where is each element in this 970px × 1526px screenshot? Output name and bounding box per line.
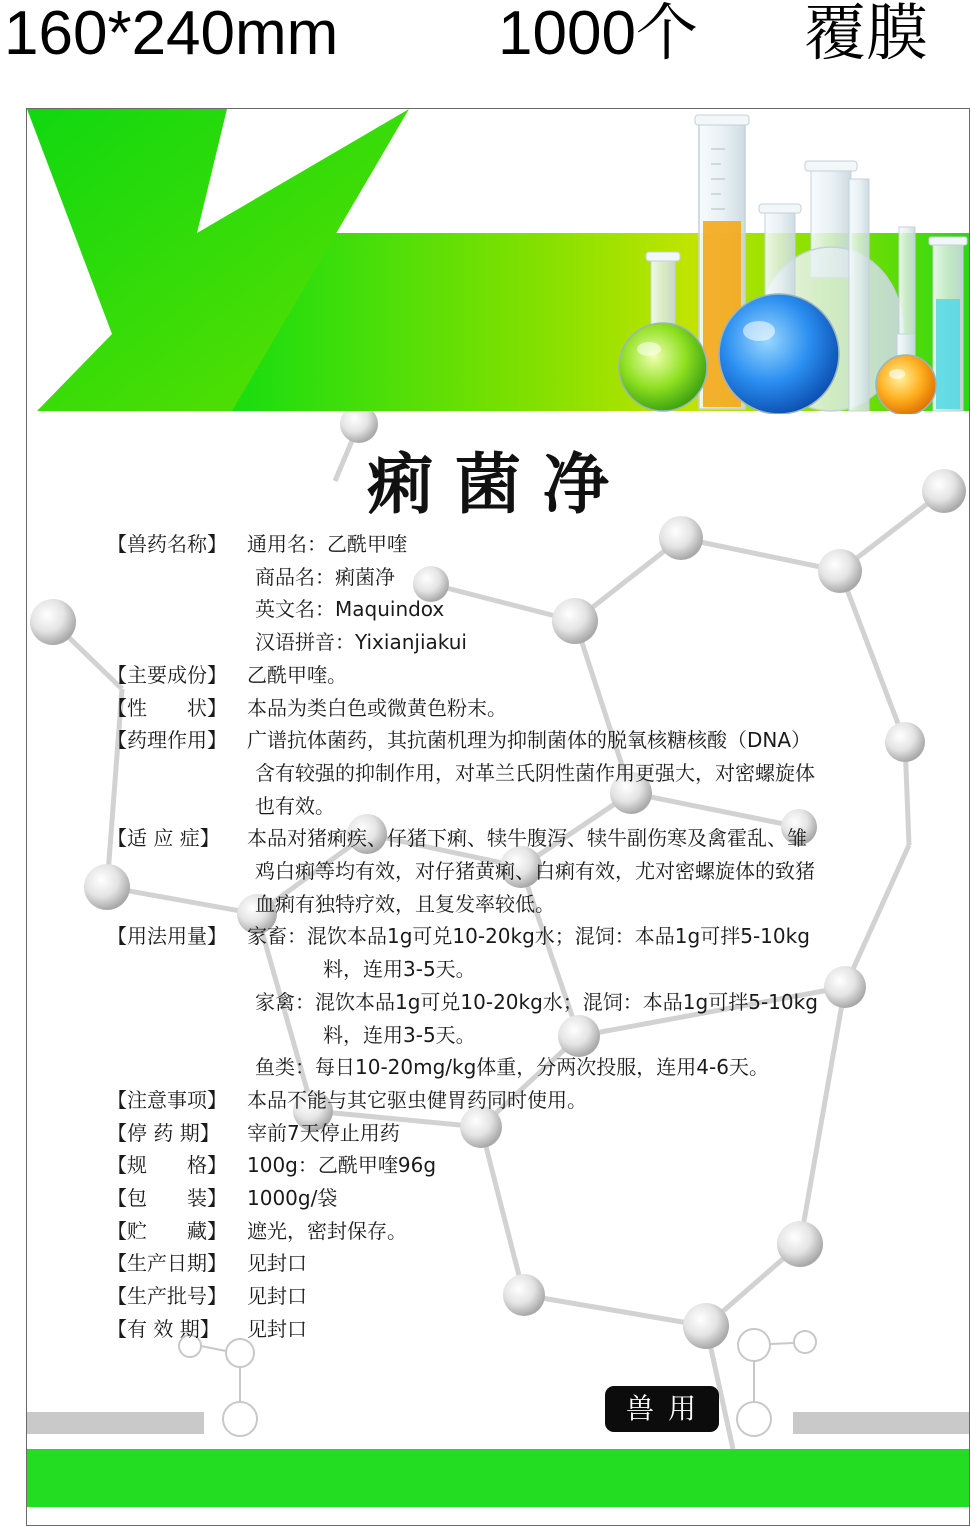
section-line-first: [107, 531, 407, 557]
quantity-spec: 1000个: [498, 0, 698, 68]
section-line-first: [107, 1283, 307, 1309]
section-line-continued: 鸡白痢等均有效，对仔猪黄痢、白痢有效，尤对密螺旋体的致猪: [255, 859, 815, 883]
section-line-continued: 含有较强的抑制作用，对革兰氏阴性菌作用更强大，对密螺旋体: [255, 760, 815, 785]
section-label: 【有 效 期】: [107, 1316, 220, 1341]
section-value: 1000g/袋: [247, 1186, 338, 1210]
section-line-continued: 也有效。: [255, 793, 335, 818]
section-line-first: [107, 1250, 307, 1276]
section-value: 见封口: [247, 1284, 307, 1309]
section-value: 本品不能与其它驱虫健胃药同时使用。: [247, 1087, 587, 1112]
section-line-first: [107, 727, 811, 753]
section-label: 【注意事项】: [107, 1087, 227, 1112]
section-line-first: [107, 1087, 587, 1113]
veterinary-use-badge: 兽用: [605, 1386, 719, 1432]
section-value: 本品为类白色或微黄色粉末。: [247, 695, 507, 720]
section-line-first: [107, 1152, 436, 1178]
section-line-first: [107, 1185, 337, 1211]
section-label: 【用法用量】: [107, 924, 227, 949]
section-label: 【停 药 期】: [107, 1120, 220, 1145]
section-label: 【主要成份】: [107, 662, 227, 687]
section-value: 广谱抗体菌药，其抗菌机理为抑制菌体的脱氧核糖核酸（DNA）: [247, 728, 812, 753]
section-label: 【贮 藏】: [107, 1218, 227, 1243]
section-label: 【药理作用】: [107, 728, 227, 753]
section-line-first: [107, 1120, 400, 1146]
section-label: 【性 状】: [107, 695, 227, 720]
section-value: 乙酰甲喹。: [247, 662, 347, 687]
label-panel: [26, 108, 970, 1526]
section-line-first: [107, 923, 810, 949]
section-line-first: [107, 662, 347, 688]
section-value: 遮光，密封保存。: [247, 1218, 407, 1243]
section-value: 100g：乙酰甲喹96g: [247, 1153, 437, 1178]
section-line-continued: 汉语拼音：Yixianjiakui: [255, 630, 467, 655]
section-line-continued: 商品名：痢菌净: [255, 564, 395, 589]
section-label: 【生产日期】: [107, 1251, 227, 1276]
section-value: 宰前7天停止用药: [247, 1120, 400, 1145]
section-line-first: [107, 825, 807, 851]
section-label: 【适 应 症】: [107, 826, 220, 851]
section-line-continued: 家禽：混饮本品1g可兑10-20kg水；混饲：本品1g可拌5-10kg: [255, 989, 818, 1014]
section-line-continued: 英文名：Maquindox: [255, 597, 445, 622]
gray-bar-right: [793, 1412, 970, 1434]
laboratory-glassware-icon: [617, 109, 970, 411]
section-value: 通用名：乙酰甲喹: [247, 532, 407, 556]
section-line-continued: 料，连用3-5天。: [323, 1022, 476, 1047]
green-footer-bar: [27, 1449, 970, 1507]
section-value: 见封口: [247, 1316, 307, 1341]
finish-spec: 覆膜: [804, 0, 929, 68]
gray-bar-left: [27, 1412, 204, 1434]
size-spec: 160*240mm: [4, 0, 339, 68]
section-value: 本品对猪痢疾、仔猪下痢、犊牛腹泻、犊牛副伤寒及禽霍乱、雏: [247, 826, 807, 851]
print-spec-header: [0, 0, 970, 80]
section-line-first: [107, 1218, 407, 1244]
section-label: 【规 格】: [107, 1153, 227, 1178]
section-line-first: [107, 695, 507, 721]
section-label: 【兽药名称】: [107, 532, 227, 556]
product-title: 痢菌净: [367, 445, 631, 523]
section-label: 【生产批号】: [107, 1284, 227, 1309]
section-value: 家畜：混饮本品1g可兑10-20kg水；混饲：本品1g可拌5-10kg: [247, 924, 810, 949]
section-value: 见封口: [247, 1251, 307, 1276]
section-line-first: [107, 1316, 307, 1342]
section-line-continued: 料，连用3-5天。: [323, 957, 476, 982]
section-line-continued: 鱼类：每日10-20mg/kg体重，分两次投服，连用4-6天。: [255, 1055, 769, 1080]
section-line-continued: 血痢有独特疗效，且复发率较低。: [255, 891, 555, 916]
section-label: 【包 装】: [107, 1186, 227, 1210]
